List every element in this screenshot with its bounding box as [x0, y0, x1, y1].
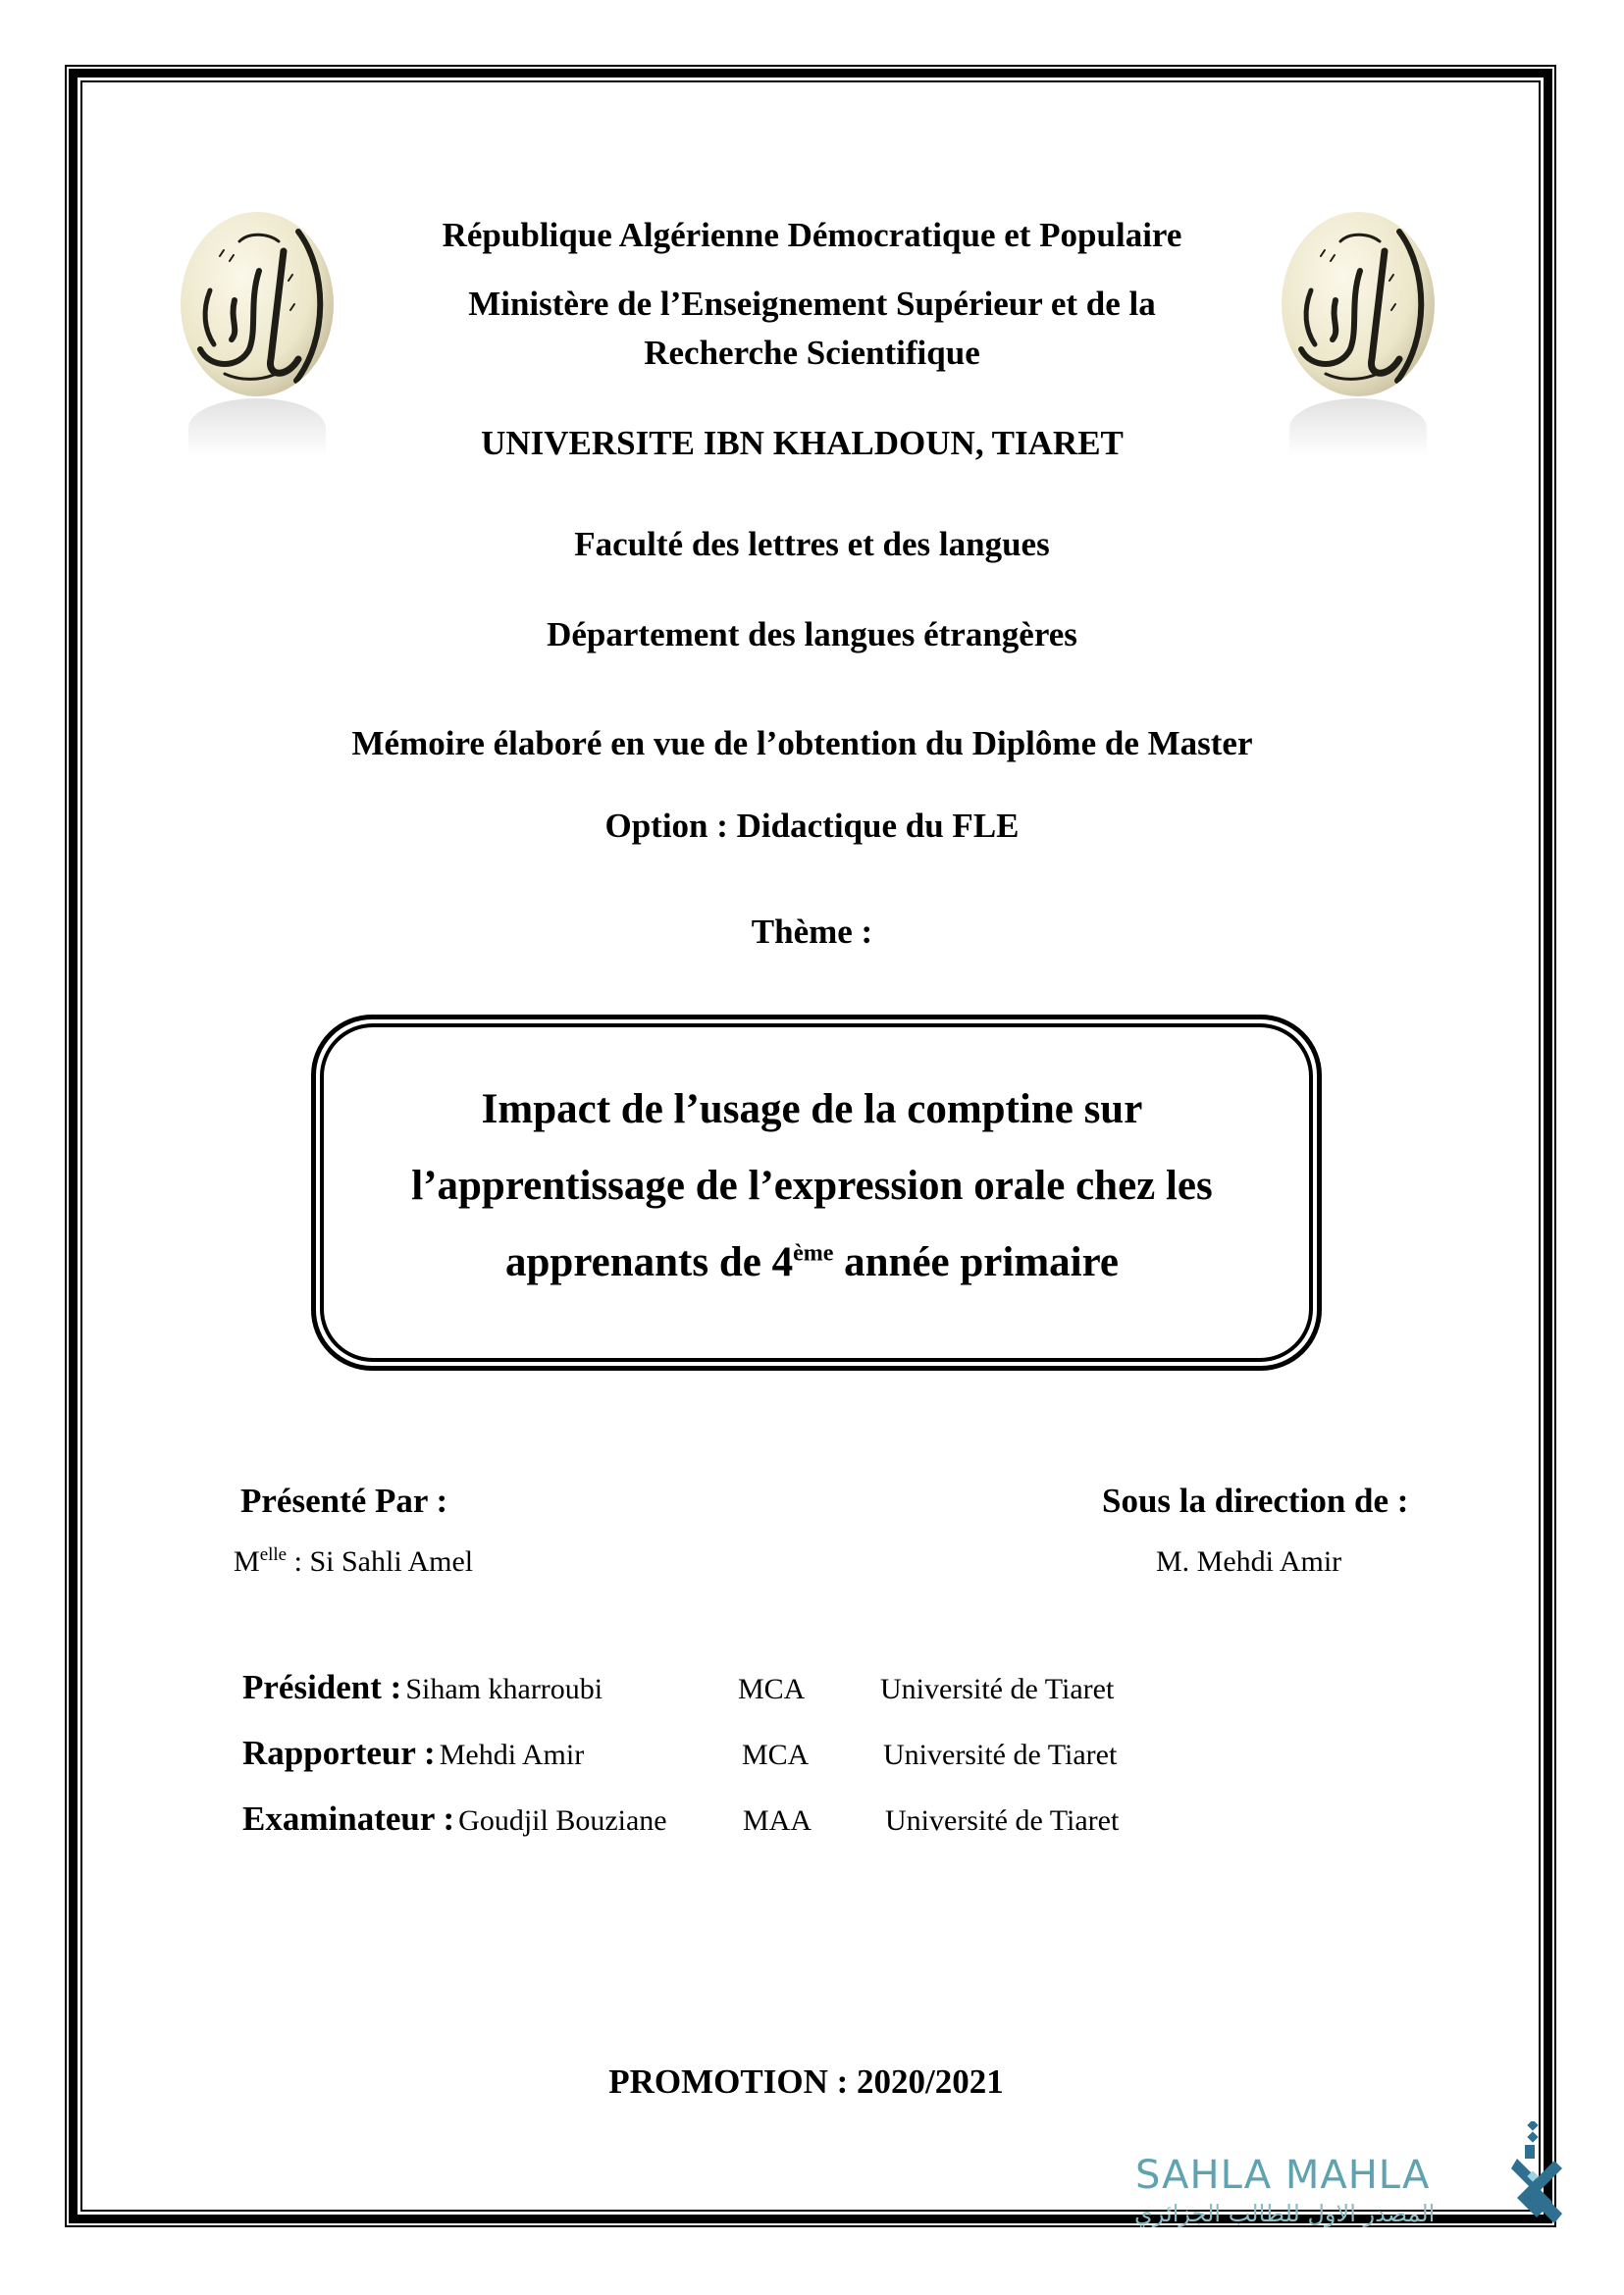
student-full-name: : Si Sahli Amel: [287, 1545, 474, 1578]
memoire-description: Mémoire élaboré en vue de l’obtention du Diplôme de Master: [351, 724, 1253, 762]
jury-role: Examinateur :: [242, 1799, 455, 1838]
ministry-heading-line2: Recherche Scientifique: [644, 334, 980, 372]
thesis-title-line2: l’apprentissage de l’expression orale chez les: [411, 1163, 1213, 1209]
jury-university: Université de Tiaret: [885, 1804, 1120, 1837]
jury-grade: MCA: [742, 1739, 810, 1771]
department-name: Département des langues étrangères: [547, 615, 1077, 653]
faculty-name: Faculté des lettres et des langues: [574, 525, 1050, 563]
supervisor-name: M. Mehdi Amir: [1156, 1545, 1342, 1578]
student-title-sup: elle: [259, 1544, 288, 1565]
ordinal-superscript: ème: [793, 1240, 834, 1267]
republic-heading: République Algérienne Démocratique et Populaire: [442, 216, 1182, 254]
promotion-year: PROMOTION : 2020/2021: [608, 2062, 1004, 2101]
jury-role: Rapporteur :: [242, 1734, 436, 1772]
presented-by-label: Présenté Par :: [240, 1482, 448, 1520]
jury-row-president: [242, 1668, 602, 1717]
thesis-title-line3: [0, 1238, 1624, 1286]
supervisor-label: Sous la direction de :: [1102, 1482, 1409, 1520]
jury-member-name: Mehdi Amir: [439, 1739, 585, 1771]
jury-role: Président :: [242, 1668, 402, 1706]
jury-row-rapporteur: [242, 1734, 584, 1783]
jury-member-name: Siham kharroubi: [405, 1673, 603, 1705]
student-name: [234, 1545, 473, 1579]
watermark-brand: SAHLA MAHLA: [1135, 2153, 1431, 2198]
thesis-title-line1: Impact de l’usage de la comptine sur: [481, 1086, 1143, 1132]
option-line: Option : Didactique du FLE: [604, 807, 1020, 845]
jury-grade: MCA: [738, 1673, 806, 1705]
theme-label: Thème :: [751, 913, 873, 951]
title-line3-text: apprenants de 4: [504, 1239, 794, 1285]
watermark-tagline: المصدر الاول للطالب الجزائري: [1134, 2200, 1436, 2227]
title-line3-text-end: année primaire: [833, 1239, 1119, 1285]
jury-university: Université de Tiaret: [880, 1673, 1115, 1705]
university-name: UNIVERSITE IBN KHALDOUN, TIARET: [481, 424, 1124, 462]
jury-university: Université de Tiaret: [883, 1739, 1118, 1771]
jury-row-examinateur: [242, 1799, 667, 1849]
jury-grade: MAA: [743, 1804, 812, 1837]
sahla-mahla-logo-icon: [1507, 2121, 1566, 2229]
student-title: M: [234, 1545, 260, 1578]
jury-member-name: Goudjil Bouziane: [458, 1804, 667, 1837]
ministry-heading-line1: Ministère de l’Enseignement Supérieur et de la: [468, 285, 1156, 323]
